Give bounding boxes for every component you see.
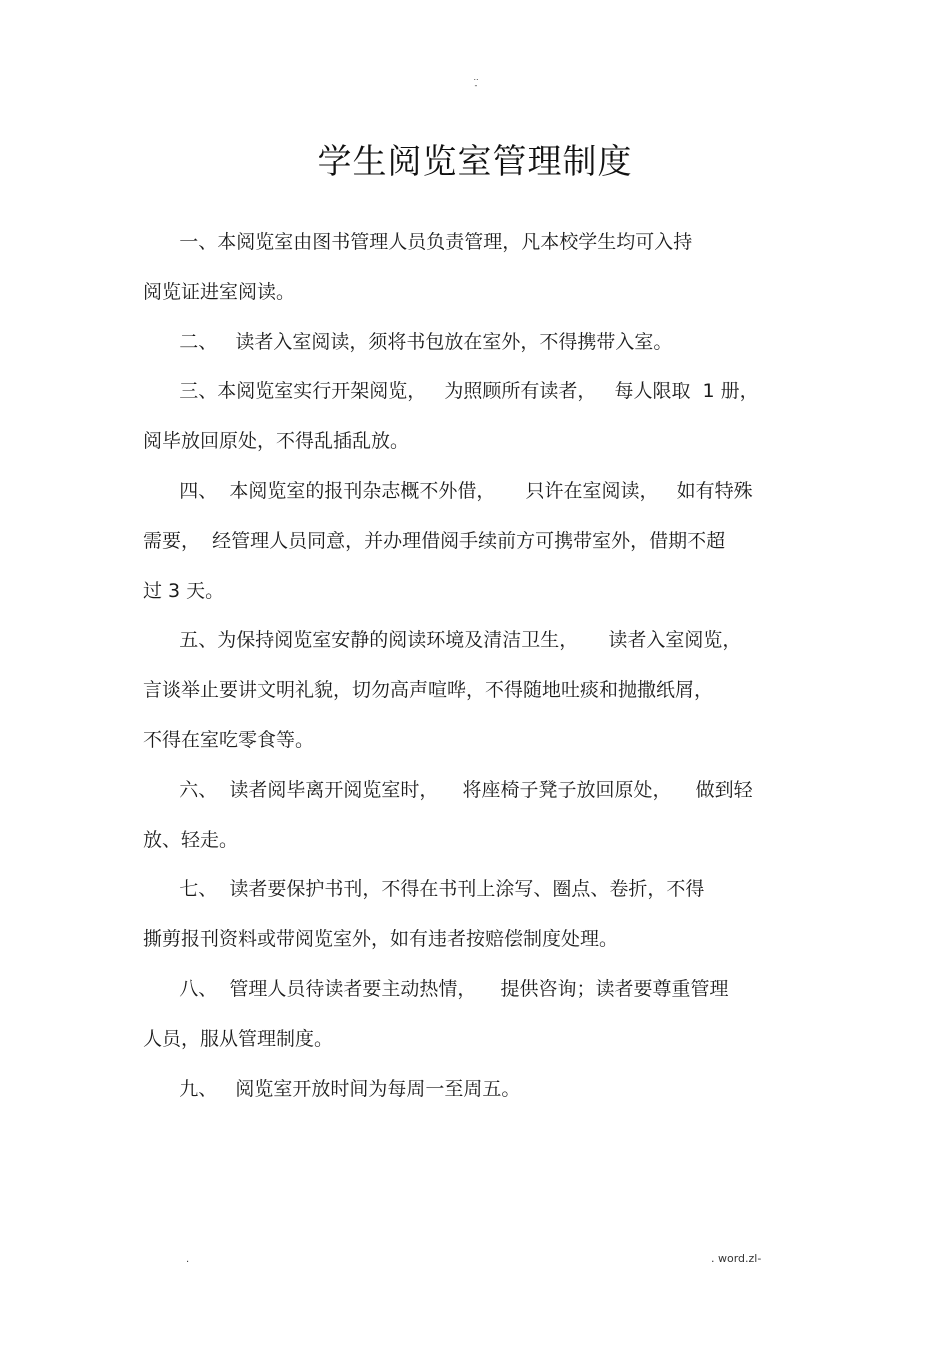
paragraph-4	[143, 479, 823, 603]
paragraph-line: 三、本阅览室实行开架阅览， 为照顾所有读者， 每人限取 1 册，	[143, 380, 759, 402]
paragraph-3	[143, 379, 823, 453]
paragraph-line: 四、 本阅览室的报刊杂志概不外借， 只许在室阅读， 如有特殊	[143, 480, 753, 502]
paragraph-line: 撕剪报刊资料或带阅览室外，如有违者按赔偿制度处理。	[143, 928, 619, 950]
paragraph-line: 放、轻走。	[143, 829, 239, 851]
paragraph-line: 一、本阅览室由图书管理人员负责管理，凡本校学生均可入持	[143, 231, 693, 253]
paragraph-line: 六、 读者阅毕离开阅览室时， 将座椅子凳子放回原处， 做到轻	[143, 779, 753, 801]
page-title: 学生阅览室管理制度	[317, 142, 633, 182]
paragraph-line: 五、为保持阅览室安静的阅读环境及清洁卫生， 读者入室阅览，	[143, 629, 742, 651]
paragraph-line: 人员，服从管理制度。	[143, 1028, 334, 1050]
paragraph-line: 不得在室吃零食等。	[143, 729, 315, 751]
header-mark	[466, 74, 486, 90]
header-mark-bottom: -	[474, 81, 478, 90]
paragraph-line: 七、 读者要保护书刊，不得在书刊上涂写、圈点、卷折，不得	[143, 878, 705, 900]
paragraph-line: 八、 管理人员待读者要主动热情， 提供咨询；读者要尊重管理	[143, 978, 729, 1000]
paragraph-7	[143, 877, 823, 951]
paragraph-line: 过 3 天。	[143, 580, 225, 602]
paragraph-line: 二、 读者入室阅读，须将书包放在室外，不得携带入室。	[143, 331, 673, 353]
paragraph-5	[143, 628, 823, 752]
paragraph-line: 九、 阅览室开放时间为每周一至周五。	[143, 1078, 521, 1100]
header-mark-top: ..	[473, 73, 479, 82]
paragraph-line: 言谈举止要讲文明礼貌，切勿高声喧哗，不得随地吐痰和抛撒纸屑，	[143, 679, 714, 701]
paragraph-8	[143, 977, 823, 1051]
paragraph-line: 阅览证进室阅读。	[143, 281, 296, 303]
footer-left-mark: .	[186, 1254, 190, 1265]
paragraph-2	[143, 330, 823, 354]
paragraph-line: 需要， 经管理人员同意，并办理借阅手续前方可携带室外，借期不超	[143, 530, 726, 552]
footer-right-text: . word.zl-	[711, 1252, 762, 1265]
paragraph-line: 阅毕放回原处，不得乱插乱放。	[143, 430, 410, 452]
paragraph-9	[143, 1077, 823, 1101]
paragraph-6	[143, 778, 823, 852]
paragraph-1	[143, 230, 823, 304]
